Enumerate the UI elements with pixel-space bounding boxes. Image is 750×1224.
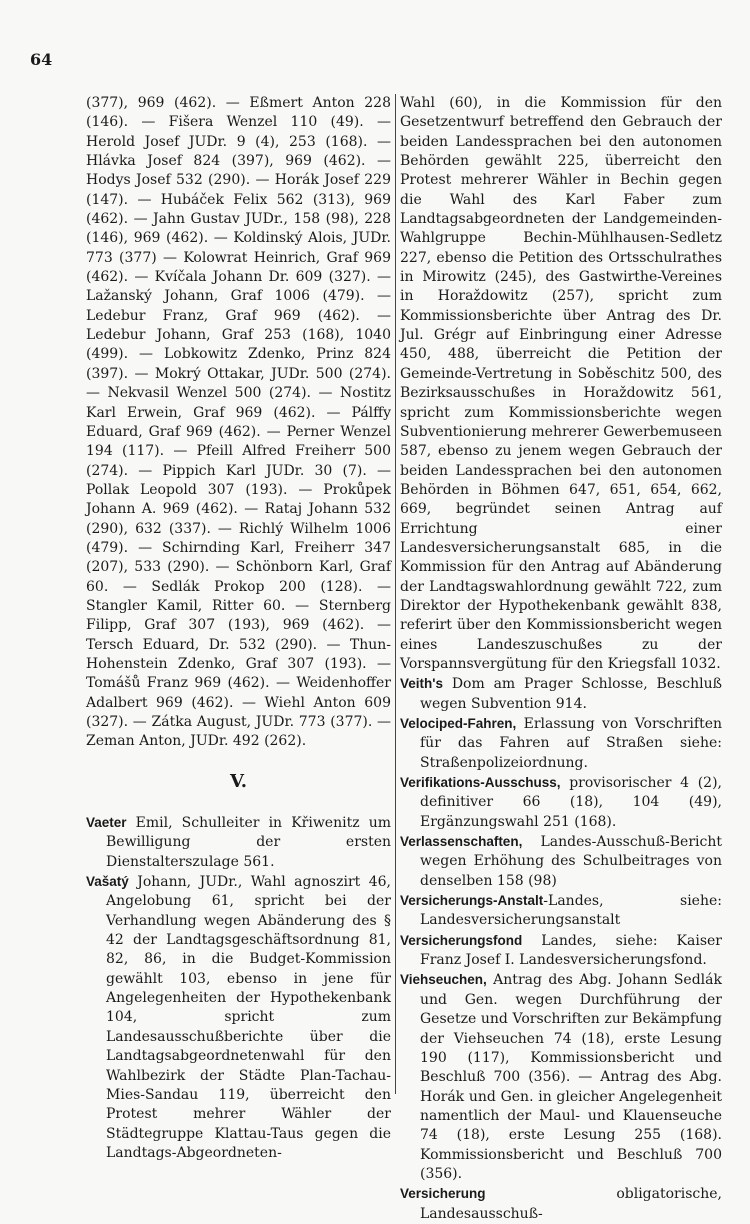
index-entry <box>400 970 722 1184</box>
entry-text: obligatorische, Landesausschuß- <box>420 1186 722 1222</box>
column-divider <box>395 94 396 1094</box>
entry-text: Landes-Ausschuß-Bericht wegen Erhöhung des Schulbeitrages von denselben 158 (98) <box>420 834 722 889</box>
entry-text: Johann, JUDr., Wahl agnoszirt 46, Angelobung 61, spricht bei der Verhandlung wegen Abänderung des § 42 der Landtagsgeschäftsordnung 81, 82, 86, in die Budget-Kommission gewählt 103, ebenso in jene für Angelegenheiten der Hypothekenbank 104, spricht zum Landesausschußberichte über die Landtagsabgeordnetenwahl für den Wahlbezirk der Städte Plan-Tachau-Mies-Sandau 119, überreicht den Protest mehrer Wähler der Städtegruppe Klattau-Taus gegen die Landtags-Abgeordneten- <box>106 874 391 1161</box>
section-heading: V. <box>229 770 248 792</box>
entry-text: Antrag des Abg. Johann Sedlák und Gen. wegen Durchführung der Gesetze und Vorschriften zur Bekämpfung der Viehseuchen 74 (18), erste Lesung 190 (117), Kommissionsbericht und Beschluß 700 (356). — Antrag des Abg. Horák und Gen. in gleicher Angelegenheit namentlich der Maul- und Klauenseuche 74 (18), erste Lesung 255 (168). Kommissionsbericht und Beschluß 700 (356). <box>420 972 722 1182</box>
entry-head: Verifikations-Ausschuss, <box>400 775 561 791</box>
index-entry <box>86 813 391 872</box>
right-column <box>400 94 722 1224</box>
page-number: 64 <box>30 50 53 69</box>
entry-head: Versicherungsfond <box>400 932 523 948</box>
entry-head: Versicherung <box>400 1186 486 1202</box>
index-entry <box>400 832 722 891</box>
entry-head: Viehseuchen, <box>400 972 487 988</box>
index-entry <box>400 891 722 931</box>
right-continuation-text: Wahl (60), in die Kommission für den Gesetzentwurf betreffend den Gebrauch der beiden Landessprachen bei den autonomen Behörden gewählt 225, überreicht den Protest mehrerer Wähler in Bechin gegen die Wahl des Karl Faber zum Landtagsabgeordneten der Landgemeinden-Wahlgruppe Bechin-Mühlhausen-Sedletz 227, ebenso die Petition des Ortsschulrathes in Mirowitz (245), des Gastwirthe-Vereines in Horaždowitz (257), spricht zum Kommissionsberichte über Antrag des Dr. Jul. Grégr auf Einbringung einer Adresse 450, 488, überreicht die Petition der Gemeinde-Vertretung in Soběschitz 500, des Bezirksausschußes in Horaždowitz 561, spricht zum Kommissionsberichte wegen Subventionierung mehrerer Gewerbemuseen 587, ebenso zu jenem wegen Gebrauch der beiden Landessprachen bei den autonomen Behörden in Böhmen 647, 651, 654, 662, 669, begründet seinen Antrag auf Errichtung einer Landesversicherungsanstalt 685, in die Kommission für den Antrag auf Abänderung der Landtagswahlordnung gewählt 722, zum Direktor der Hypothekenbank gewählt 838, referirt über den Kommissionsbericht wegen eines Landeszuschußes zu der Vorspannsvergütung für den Kriegsfall 1032. <box>400 95 722 672</box>
entry-text: Erlassung von Vorschriften für das Fahren auf Straßen siehe: Straßenpolizeiordnung. <box>420 716 722 771</box>
entry-head: Vaeter <box>86 815 127 831</box>
entry-head: Velociped-Fahren, <box>400 716 517 731</box>
entry-text: Dom am Prager Schlosse, Beschluß wegen Subvention 914. <box>420 676 722 712</box>
entry-text: Landes, siehe: Kaiser Franz Josef I. Landesversicherungsfond. <box>420 932 722 969</box>
entry-text: provisorischer 4 (2), definitiver 66 (18), 104 (49), Ergänzungswahl 251 (168). <box>420 775 722 830</box>
entry-text: Emil, Schulleiter in Křiwenitz um Bewilligung der ersten Dienstalterszulage 561. <box>106 815 391 870</box>
index-entry <box>86 872 391 1163</box>
entry-head: Versicherungs-Anstalt <box>400 893 544 909</box>
index-entry <box>400 674 722 714</box>
left-column <box>86 94 391 1163</box>
entry-head: Veith's <box>400 676 443 692</box>
entry-head: Vašatý <box>86 874 129 890</box>
entry-text: -Landes, siehe: Landesversicherungsanstalt <box>420 893 722 929</box>
index-entry <box>400 773 722 832</box>
left-continuation-text: (377), 969 (462). — Eßmert Anton 228 (146). — Fišera Wenzel 110 (49). — Herold Josef JUDr. 9 (4), 253 (168). — Hlávka Josef 824 (397), 969 (462). — Hodys Josef 532 (290). — Horák Josef 229 (147). — Hubáček Felix 562 (313), 969 (462). — Jahn Gustav JUDr., 158 (98), 228 (146), 969 (462). — Koldinský Alois, JUDr. 773 (377) — Kolowrat Heinrich, Graf 969 (462). — Kvíčala Johann Dr. 609 (327). — Lažanský Johann, Graf 1006 (479). — Ledebur Franz, Graf 969 (462). — Ledebur Johann, Graf 253 (168), 1040 (499). — Lobkowitz Zdenko, Prinz 824 (397). — Mokrý Ottakar, JUDr. 500 (274). — Nekvasil Wenzel 500 (274). — Nostitz Karl Erwein, Graf 969 (462). — Pálffy Eduard, Graf 969 (462). — Perner Wenzel 194 (117). — Pfeill Alfred Freiherr 500 (274). — Pippich Karl JUDr. 30 (7). — Pollak Leopold 307 (193). — Prokůpek Johann A. 969 (462). — Rataj Johann 532 (290), 632 (337). — Richlý Wilhelm 1006 (479). — Schirnding Karl, Freiherr 347 (207), 533 (290). — Schönborn Karl, Graf 60. — Sedlák Prokop 200 (128). — Stangler Kamil, Ritter 60. — Sternberg Filipp, Graf 307 (193), 969 (462). — Tersch Eduard, Dr. 532 (290). — Thun-Hohenstein Zdenko, Graf 307 (193). — Tomášů Franz 969 (462). — Weidenhoffer Adalbert 969 (462). — Wiehl Anton 609 (327). — Zátka August, JUDr. 773 (377). — Zeman Anton, JUDr. 492 (262). <box>86 95 391 750</box>
index-entry <box>400 931 722 971</box>
index-entry <box>400 1184 722 1224</box>
entry-head: Verlassenschaften, <box>400 834 523 850</box>
index-entry <box>400 714 722 773</box>
